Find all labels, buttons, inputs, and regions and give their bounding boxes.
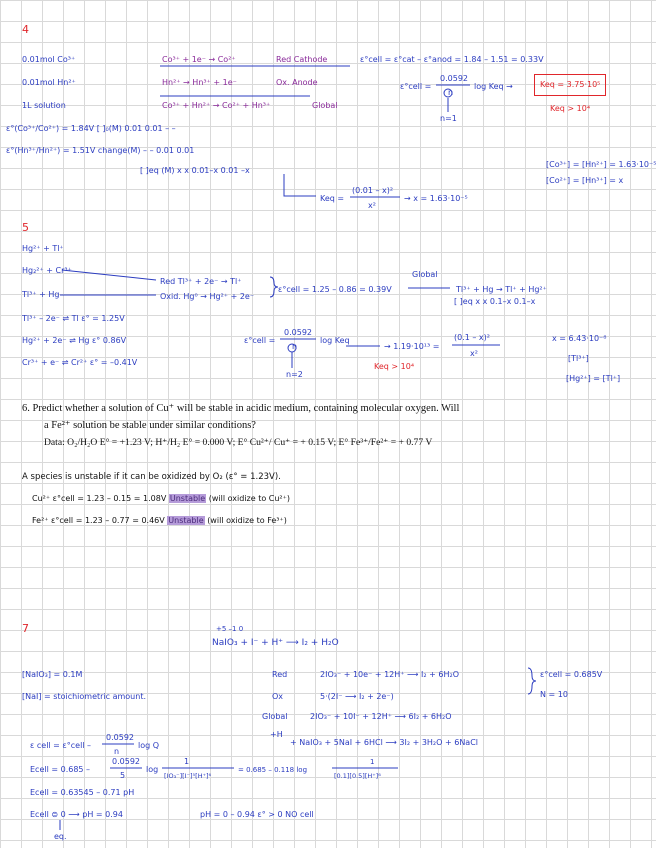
q4-reaction-ox: Hn²⁺ → Hn³⁺ + 1e⁻ — [162, 78, 237, 87]
q7-ecell2-mid: log — [146, 765, 159, 774]
question-7-number: 7 — [22, 622, 29, 635]
q4-keq-expr-bot: x² — [368, 201, 376, 210]
q4-nernst-right: log Keq → — [474, 82, 513, 91]
q4-e-co: ε°(Co³⁺/Co²⁺) = 1.84V [ ]₀(M) 0.01 0.01 – – — [6, 124, 176, 133]
q6-cu-note: (will oxidize to Cu²⁺) — [208, 494, 290, 503]
question-4-number: 4 — [22, 23, 29, 36]
q4-n-value: n=1 — [440, 114, 457, 123]
q4-eq-row: [ ]eq (M) x x 0.01–x 0.01 –x — [140, 166, 250, 175]
q7-global-x: +H — [270, 730, 283, 739]
q6-fe-unstable-tag: Unstable — [168, 516, 204, 525]
q7-ecell-eq: ε cell = ε°cell – — [30, 741, 92, 750]
q7-ecell2-bot: 5 — [120, 771, 126, 780]
q7-ecell4: Ecell ⊜ 0 ⟶ pH = 0.94 — [30, 810, 123, 819]
q4-nernst-left: ε°cell = — [400, 82, 432, 91]
q7-ox-states: +5 –1 0 — [216, 625, 244, 633]
q5-cell-potential: ε°cell = 1.25 – 0.86 = 0.39V — [278, 285, 392, 294]
q5-nernst-bot: n — [292, 342, 298, 351]
q7-global-full: + NaIO₃ + 5NaI + 6HCl ⟶ 3I₂ + 3H₂O + 6NaCl — [290, 738, 479, 747]
q4-reaction-red-label: Red Cathode — [276, 55, 328, 64]
q5-arrow-2 — [62, 270, 156, 280]
q5-hg-equality: [Hg²⁺] = [Tl⁺] — [566, 374, 621, 383]
q5-n-circle — [288, 344, 296, 352]
q5-nernst-left: ε°cell = — [244, 336, 276, 345]
q7-ph-note: pH = 0 – 0.94 ε° > 0 NO cell — [200, 810, 314, 819]
q4-e-mn: ε°(Hn³⁺/Hn²⁺) = 1.51V change(M) – – 0.01 0.01 — [6, 146, 195, 155]
q7-main-reaction: NaIO₃ + I⁻ + H⁺ ⟶ I₂ + H₂O — [212, 638, 339, 648]
q6-fe-note: (will oxidize to Fe³⁺) — [207, 516, 287, 525]
q4-keq-expr-top: (0.01 – x)² — [352, 186, 394, 195]
q7-brace-n: N = 10 — [540, 690, 568, 699]
q7-brace-cell: ε°cell = 0.685V — [540, 670, 603, 679]
q5-ox-line: Oxid. Hg⁰ → Hg²⁺ + 2e⁻ — [160, 292, 255, 301]
q5-n-value: n=2 — [286, 370, 303, 379]
q4-reaction-global: Co³⁺ + Hn²⁺ → Co²⁺ + Hn³⁺ — [162, 101, 271, 110]
q4-nernst-frac-bot: n — [448, 88, 454, 97]
q4-keq-expr-left: Keq = — [320, 194, 345, 203]
q7-global-label: Global — [262, 712, 288, 721]
q7-ecell2-ftop: 1 — [184, 757, 190, 766]
q4-keq-expr-result: → x = 1.63·10⁻⁵ — [404, 194, 468, 203]
q5-tl-label: [Tl³⁺] — [568, 354, 589, 363]
q7-brace — [528, 668, 536, 694]
q5-keq-bot: x² — [470, 349, 478, 358]
q6-answer-intro: A species is unstable if it can be oxidized by O₂ (ε° = 1.23V). — [22, 472, 281, 482]
q7-ecell-tail: log Q — [138, 741, 160, 750]
q7-ecell2-tail: = 0.685 – 0.118 log — [238, 766, 308, 774]
q5-keq-value: → 1.19·10¹³ = — [384, 342, 440, 351]
q7-ecell2-tail-bot: [0.1][0.5][H⁺]⁶ — [334, 772, 381, 780]
q5-species-3: Tl³⁺ + Hg — [22, 290, 60, 299]
q7-ecell3: Ecell = 0.63545 – 0.71 pH — [30, 788, 135, 797]
q5-species-4: Tl³⁺ – 2e⁻ ⇌ Tl ε° = 1.25V — [22, 314, 125, 323]
q7-ecell2-top: 0.0592 — [112, 757, 140, 766]
q6-cu-unstable-tag: Unstable — [169, 494, 206, 503]
q6-data-line: Data: O₂/H₂O E° = +1.23 V; H⁺/H₂ E° = 0.000 V; E° Cu²⁺/ Cu⁺ = + 0.15 V; E° Fe³⁺/Fe²⁺ = + 0.77 V — [44, 437, 433, 448]
q7-ecell-top: 0.0592 — [106, 733, 134, 742]
q4-eq-concentration-1: [Co³⁺] = [Hn²⁺] = 1.63·10⁻⁵ — [546, 160, 656, 169]
q7-ecell2-left: Ecell = 0.685 – — [30, 765, 91, 774]
q5-species-6: Cr³⁺ + e⁻ ⇌ Cr²⁺ ε° = –0.41V — [22, 358, 138, 367]
q6-question-line-2: a Fe²⁺ solution be stable under similar conditions? — [44, 420, 256, 431]
q4-keq-compare: Keq > 10⁴ — [550, 104, 591, 113]
q6-cu-calc: Cu²⁺ ε°cell = 1.23 – 0.15 = 1.08V — [32, 494, 167, 503]
q4-given-volume: 1L solution — [22, 101, 66, 110]
q5-nernst-top: 0.0592 — [284, 328, 312, 337]
q4-eq-concentration-2: [Co²⁺] = [Hn³⁺] = x — [546, 176, 624, 185]
q5-red-line: Red Tl³⁺ + 2e⁻ → Tl⁺ — [160, 277, 242, 286]
q4-n-circle — [444, 89, 452, 97]
q4-nernst-frac-top: 0.0592 — [440, 74, 468, 83]
q5-x-value: x = 6.43·10⁻⁸ — [552, 334, 607, 343]
q7-ecell2-tail-top: 1 — [370, 758, 375, 766]
q7-global-reaction: 2IO₃⁻ + 10I⁻ + 12H⁺ ⟶ 6I₂ + 6H₂O — [310, 712, 452, 721]
q7-red-reaction: 2IO₃⁻ + 10e⁻ + 12H⁺ ⟶ I₂ + 6H₂O — [320, 670, 460, 679]
q4-keq-result: Keq = 3.75·10⁵ — [540, 80, 601, 89]
q7-eq-small: eq. — [54, 832, 67, 841]
q4-reaction-ox-label: Ox. Anode — [276, 78, 318, 87]
q7-ox-reaction: 5·(2I⁻ ⟶ I₂ + 2e⁻) — [320, 692, 394, 701]
q4-reaction-global-label: Global — [312, 101, 338, 110]
q5-global-reaction: Tl³⁺ + Hg → Tl⁺ + Hg²⁺ — [456, 285, 547, 294]
q5-species-5: Hg²⁺ + 2e⁻ ⇌ Hg ε° 0.86V — [22, 336, 127, 345]
q4-reaction-red: Co³⁺ + 1e⁻ → Co²⁺ — [162, 55, 236, 64]
q7-left-2: [NaI] = stoichiometric amount. — [22, 692, 146, 701]
q4-given-co: 0.01mol Co³⁺ — [22, 55, 76, 64]
q5-eq-row: [ ]eq x x 0.1–x 0.1–x — [454, 297, 536, 306]
q6-question-line-1: 6. Predict whether a solution of Cu⁺ will be stable in acidic medium, containing molecular oxygen. Will — [22, 403, 460, 414]
q4-keq-arrow — [284, 174, 316, 196]
q5-species-2: Hg₂²⁺ + Cr³⁺ — [22, 266, 72, 275]
q5-brace — [270, 277, 278, 297]
q7-red-label: Red — [272, 670, 288, 679]
question-5-number: 5 — [22, 221, 29, 234]
q5-species-1: Hg²⁺ + Tl⁺ — [22, 244, 64, 253]
q5-keq-compare: Keq > 10⁴ — [374, 362, 415, 371]
q4-given-mn: 0.01mol Hn²⁺ — [22, 78, 76, 87]
q4-cell-potential: ε°cell = ε°cat – ε°anod = 1.84 – 1.51 = 0.33V — [360, 55, 544, 64]
q7-left-1: [NaIO₃] = 0.1M — [22, 670, 83, 679]
q7-ecell2-fbot: [IO₃⁻][I⁻]⁵[H⁺]⁶ — [164, 772, 212, 780]
q7-ox-label: Ox — [272, 692, 284, 701]
q6-fe-calc: Fe²⁺ ε°cell = 1.23 – 0.77 = 0.46V — [32, 516, 165, 525]
q5-global-label: Global — [412, 270, 438, 279]
q5-keq-top: (0.1 – x)² — [454, 333, 490, 342]
q7-ecell-bot: n — [114, 747, 120, 756]
q5-nernst-right: log Keq — [320, 336, 350, 345]
